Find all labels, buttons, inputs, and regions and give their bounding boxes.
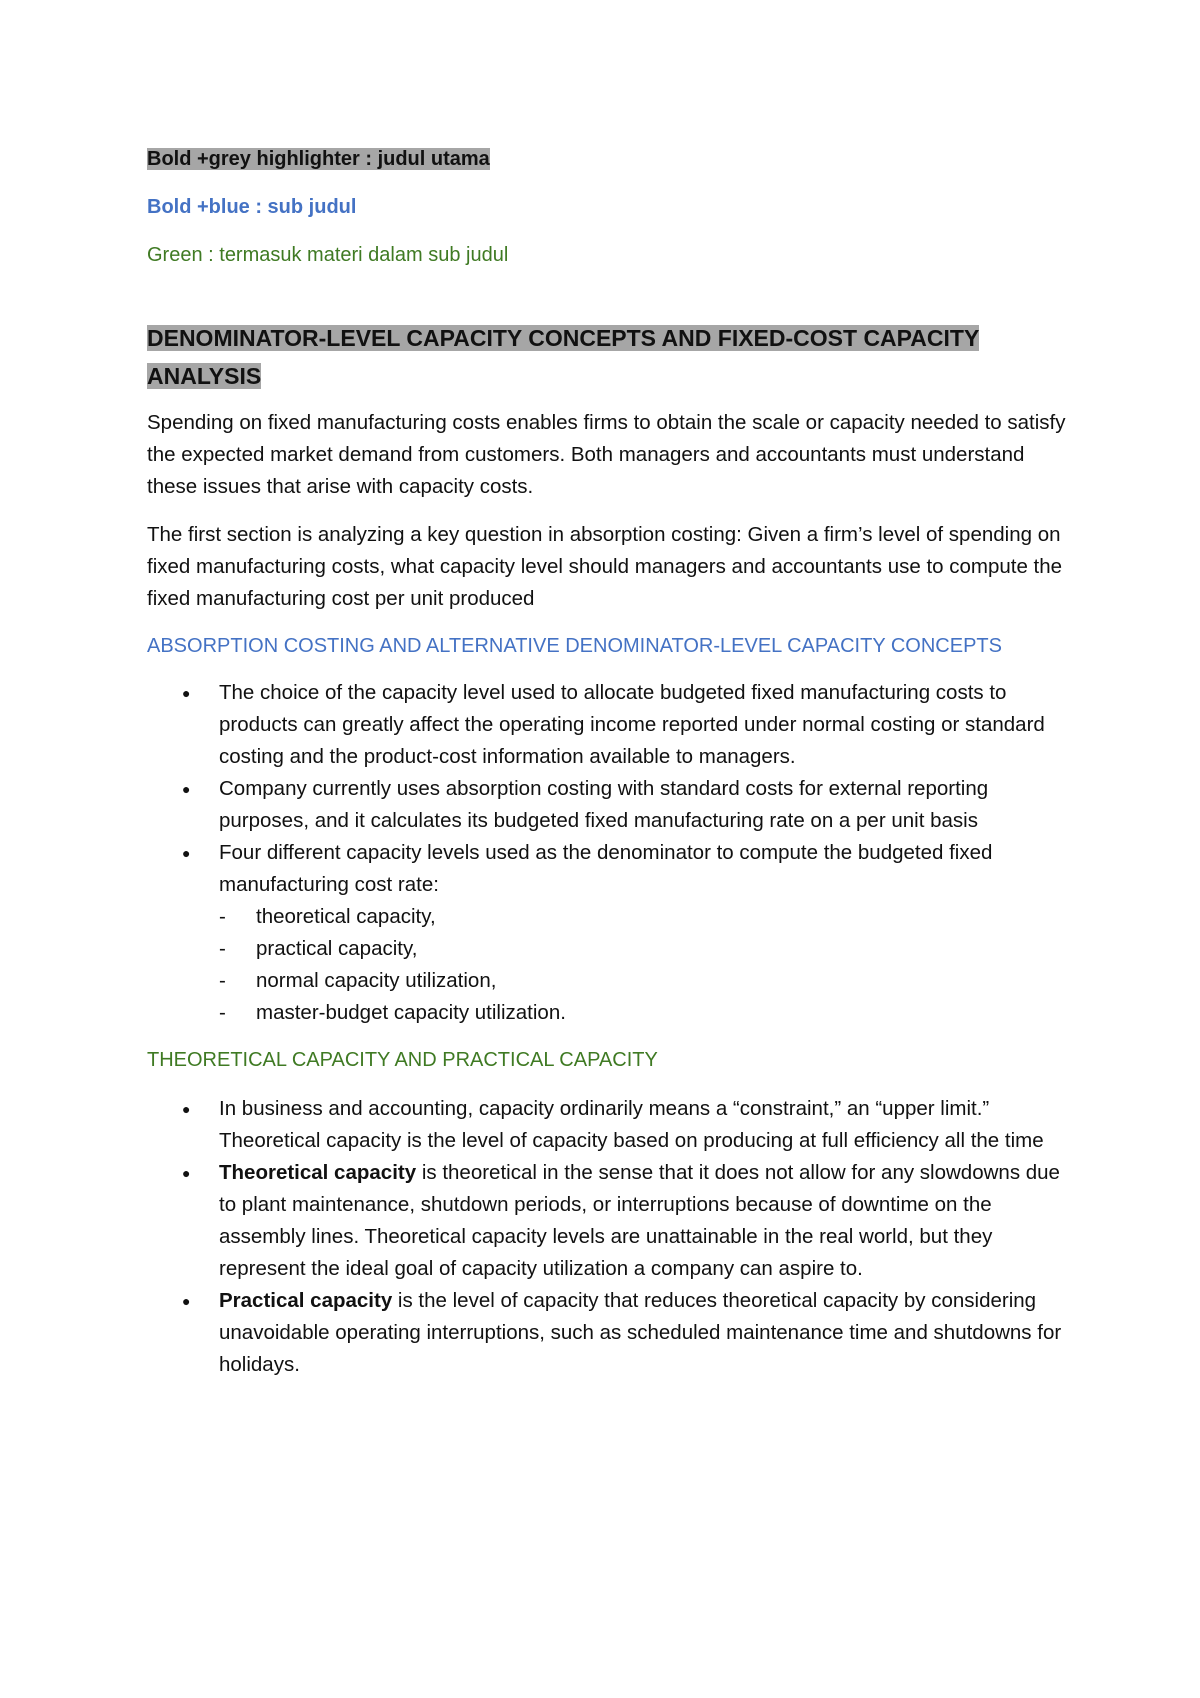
legend-main-title <box>147 143 1080 175</box>
intro-paragraph-2: The first section is analyzing a key question in absorption costing: Given a firm’s level of spending on fixed manufacturing costs, what capacity level should managers and accountants use to compute the fixed manufacturing cost per unit produced <box>147 523 1063 610</box>
list-item: ● Company currently uses absorption costing with standard costs for external reporting purposes, and it calculates its budgeted fixed manufacturing rate on a per unit basis <box>147 773 1080 837</box>
list-item: - theoretical capacity, <box>219 901 1080 933</box>
term-theoretical-capacity: Theoretical capacity <box>219 1161 417 1184</box>
legend-main-title-text: Bold +grey highlighter : judul utama <box>147 148 490 170</box>
capacity-levels-list <box>219 901 1080 1029</box>
term-practical-capacity: Practical capacity <box>219 1289 393 1312</box>
section-theoretical-heading: THEORETICAL CAPACITY AND PRACTICAL CAPACITY <box>147 1049 658 1071</box>
list-item-text: Four different capacity levels used as the denominator to compute the budgeted fixed manufacturing cost rate: <box>219 841 993 896</box>
list-item: ● The choice of the capacity level used to allocate budgeted fixed manufacturing costs to products can greatly affect the operating income reported under normal costing or standard costing and the product-cost information available to managers. <box>147 677 1080 773</box>
absorption-bullet-list <box>147 677 1080 1029</box>
section-absorption-heading: ABSORPTION COSTING AND ALTERNATIVE DENOMINATOR-LEVEL CAPACITY CONCEPTS <box>147 635 1002 657</box>
list-item: - practical capacity, <box>219 933 1080 965</box>
list-item <box>147 1157 1080 1285</box>
list-item-text: is the level of capacity that reduces theoretical capacity by considering unavoidable operating interruptions, such as scheduled maintenance time and shutdowns for holidays. <box>219 1289 1062 1376</box>
main-title <box>147 319 1007 395</box>
main-title-text: DENOMINATOR-LEVEL CAPACITY CONCEPTS AND FIXED-COST CAPACITY ANALYSIS <box>147 325 980 389</box>
legend-subtitle: Bold +blue : sub judul <box>147 196 357 218</box>
list-item: ● In business and accounting, capacity ordinarily means a “constraint,” an “upper limit.” Theoretical capacity is the level of capacity based on producing at full efficiency all the time <box>147 1093 1080 1157</box>
list-item-text: is theoretical in the sense that it does not allow for any slowdowns due to plant maintenance, shutdown periods, or interruptions because of downtime on the assembly lines. Theoretical capacity levels are unattainable in the real world, but they represent the ideal goal of capacity utilization a company can aspire to. <box>219 1161 1060 1280</box>
list-item: - normal capacity utilization, <box>219 965 1080 997</box>
list-item: - master-budget capacity utilization. <box>219 997 1080 1029</box>
list-item <box>147 837 1080 1029</box>
legend-material: Green : termasuk materi dalam sub judul <box>147 244 509 266</box>
theoretical-bullet-list <box>147 1093 1080 1381</box>
intro-paragraph-1: Spending on fixed manufacturing costs enables firms to obtain the scale or capacity needed to satisfy the expected market demand from customers. Both managers and accountants must understand these issues that arise with capacity costs. <box>147 411 1066 498</box>
list-item <box>147 1285 1080 1381</box>
